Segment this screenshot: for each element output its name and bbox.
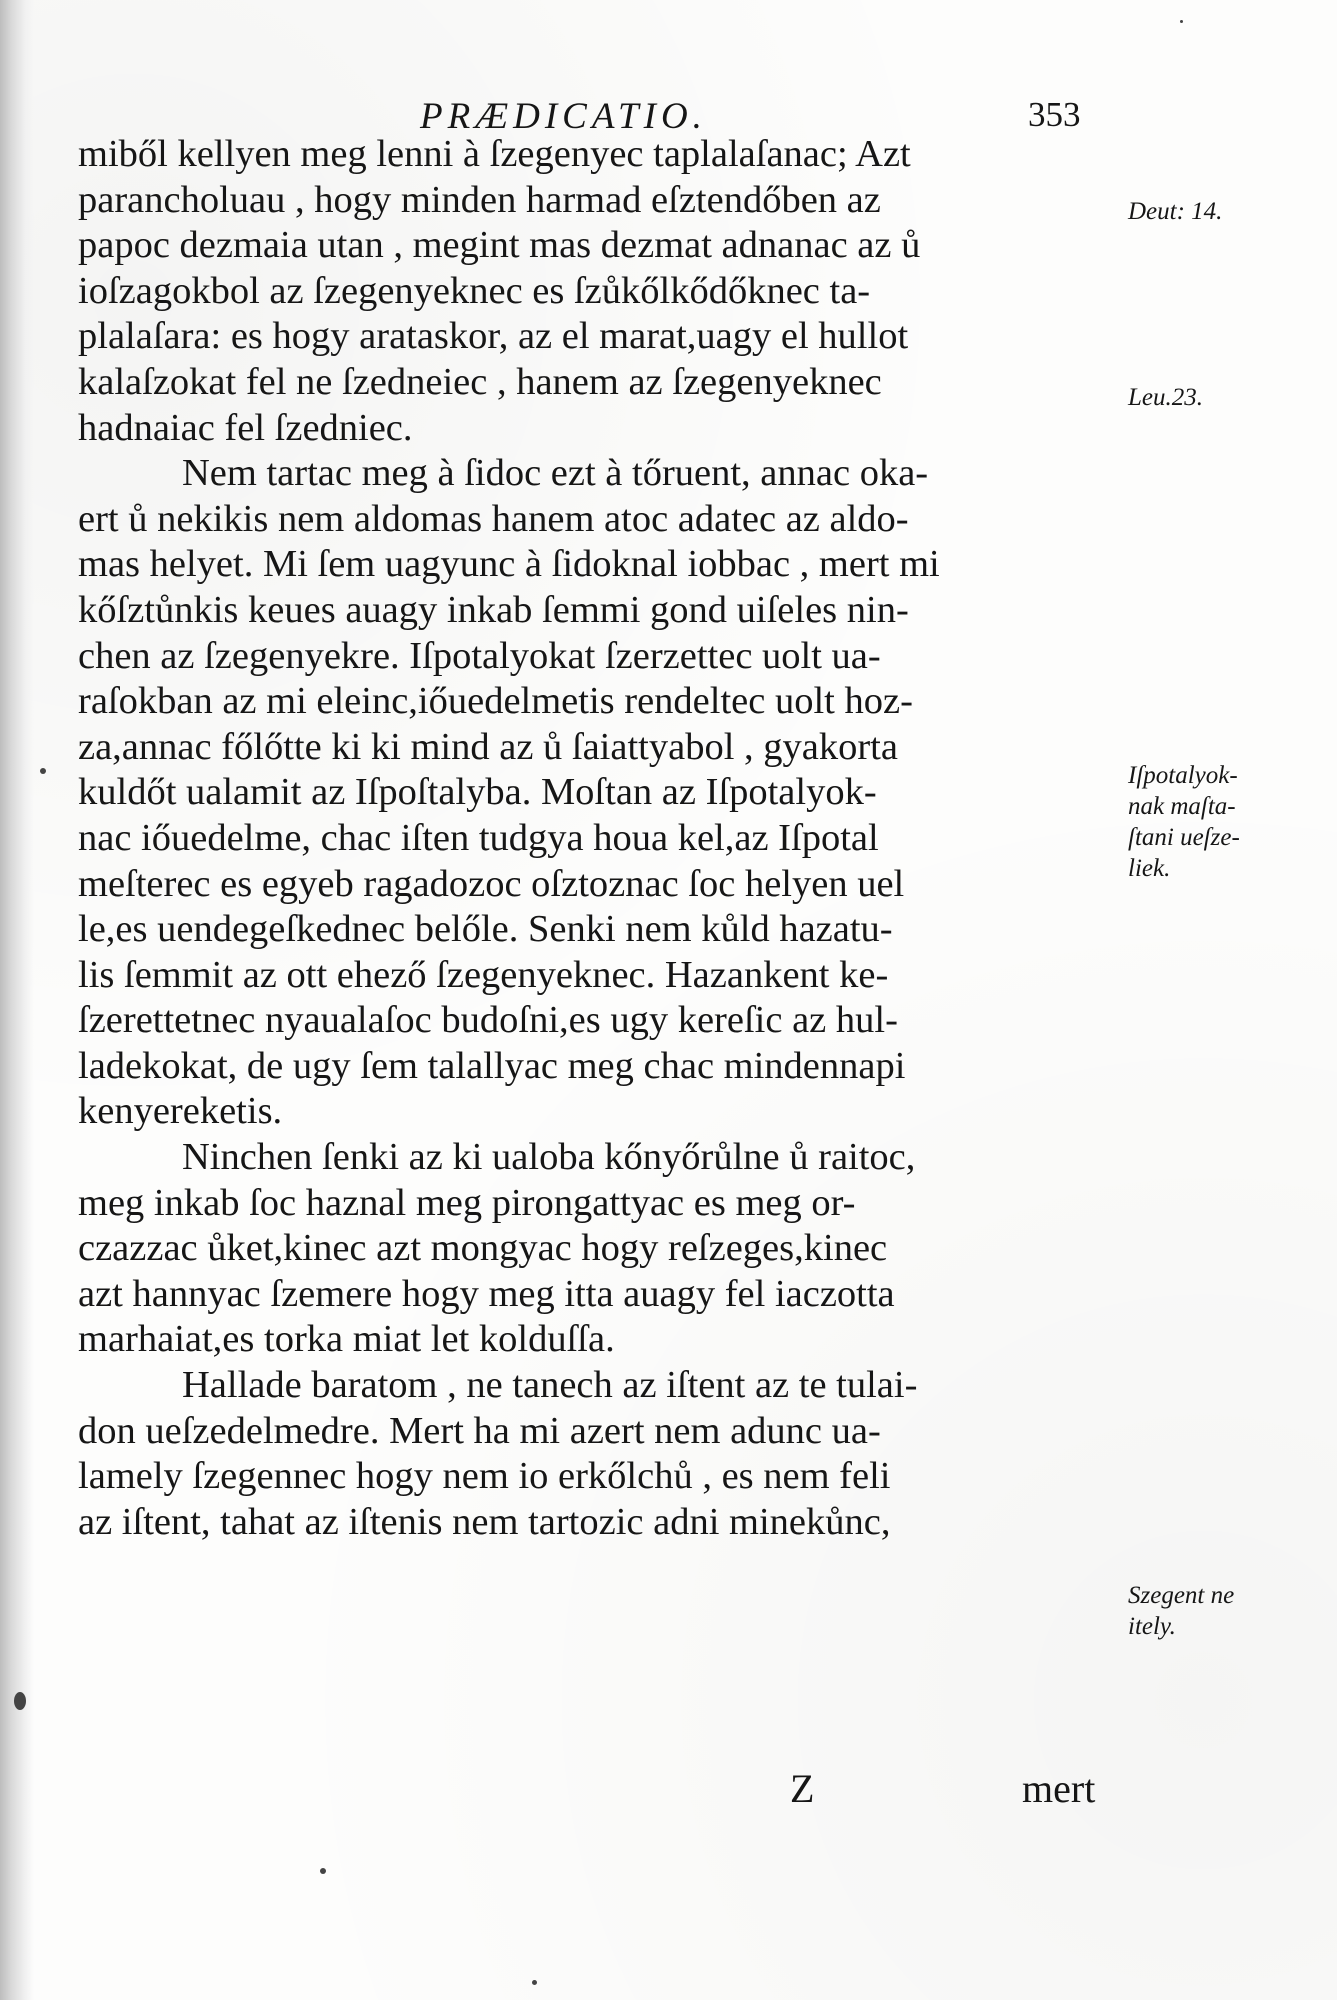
ink-speck bbox=[320, 1868, 326, 1874]
text-line: kőſztůnkis keues auagy inkab ſemmi gond uiſeles nin- bbox=[78, 588, 909, 631]
text-line: az iſtent, tahat az iſtenis nem tartozic adni minekůnc, bbox=[78, 1500, 891, 1543]
text-line: kuldőt ualamit az Iſpoſtalyba. Moſtan az Iſpotalyok- bbox=[78, 771, 877, 814]
text-line: meſterec es egyeb ragadozoc oſztoznac ſoc helyen uel bbox=[78, 862, 905, 905]
page-number: 353 bbox=[1028, 95, 1081, 134]
signature-mark: Z bbox=[790, 1766, 815, 1811]
marginal-note-text: itely. bbox=[1128, 1613, 1176, 1640]
marginal-note-szegent bbox=[1128, 1580, 1234, 1642]
text-line: raſokban az mi eleinc,iőuedelmetis rendeltec uolt hoz- bbox=[78, 680, 913, 723]
marginal-note-leu bbox=[1128, 382, 1203, 413]
text-line: chen az ſzegenyekre. Iſpotalyokat ſzerzettec uolt ua- bbox=[78, 634, 881, 677]
text-line: le,es uendegeſkednec belőle. Senki nem kůld hazatu- bbox=[78, 908, 893, 951]
text-line: parancholuau , hogy minden harmad eſztendőben az bbox=[78, 178, 881, 221]
marginal-note-text: Szegent ne bbox=[1128, 1582, 1235, 1609]
paragraph-start-line: Hallade baratom , ne tanech az iſtent az te tulai- bbox=[182, 1364, 918, 1407]
marginal-note-text: liek. bbox=[1128, 855, 1171, 882]
text-line: ladekokat, de ugy ſem talallyac meg chac mindennapi bbox=[78, 1044, 906, 1087]
text-line: za,annac főlőtte ki ki mind az ů ſaiattyabol , gyakorta bbox=[78, 725, 898, 768]
paragraph-start-line: Ninchen ſenki az ki ualoba kőnyőrůlne ů raitoc, bbox=[182, 1136, 916, 1179]
text-line: don ueſzedelmedre. Mert ha mi azert nem adunc ua- bbox=[78, 1409, 881, 1452]
running-title: PRÆDICATIO. bbox=[420, 96, 707, 137]
text-line: kalaſzokat fel ne ſzedneiec , hanem az ſzegenyeknec bbox=[78, 360, 882, 403]
catchword: mert bbox=[1022, 1766, 1096, 1811]
marginal-note-text: nak maſta- bbox=[1128, 793, 1236, 820]
page-footer bbox=[0, 1765, 1337, 1815]
text-line: marhaiat,es torka miat let kolduſſa. bbox=[78, 1318, 615, 1361]
text-line: plalaſara: es hogy arataskor, az el marat,uagy el hullot bbox=[78, 315, 909, 358]
marginal-note-text: Leu.23. bbox=[1128, 384, 1203, 411]
marginal-note-text: ſtani ueſze- bbox=[1128, 824, 1240, 851]
text-line: ert ů nekikis nem aldomas hanem atoc adatec az aldo- bbox=[78, 497, 909, 540]
text-line: kenyereketis. bbox=[78, 1090, 283, 1133]
ink-speck bbox=[40, 768, 46, 774]
text-line: lis ſemmit az ott ehező ſzegenyeknec. Hazankent ke- bbox=[78, 953, 889, 996]
text-line: hadnaiac fel ſzedniec. bbox=[78, 406, 413, 449]
marginal-note-deut bbox=[1128, 196, 1222, 227]
marginal-note-text: Iſpotalyok- bbox=[1128, 762, 1238, 789]
text-line: mas helyet. Mi ſem uagyunc à ſidoknal iobbac , mert mi bbox=[78, 543, 940, 586]
text-line: lamely ſzegennec hogy nem io erkőlchů , es nem feli bbox=[78, 1455, 891, 1498]
text-line: papoc dezmaia utan , megint mas dezmat adnanac az ů bbox=[78, 224, 921, 267]
text-line: meg inkab ſoc haznal meg pirongattyac es meg or- bbox=[78, 1181, 856, 1224]
ink-speck bbox=[1180, 20, 1183, 23]
text-line: ioſzagokbol az ſzegenyeknec es ſzůkőlkődőknec ta- bbox=[78, 269, 871, 312]
text-line: czazzac ůket,kinec azt mongyac hogy reſzeges,kinec bbox=[78, 1227, 888, 1270]
text-line: nac iőuedelme, chac iſten tudgya houa kel,az Iſpotal bbox=[78, 816, 879, 859]
ink-speck bbox=[14, 1692, 26, 1710]
text-line: azt hannyac ſzemere hogy meg itta auagy fel iaczotta bbox=[78, 1272, 895, 1315]
paragraph-start-line: Nem tartac meg à ſidoc ezt à tőruent, annac oka- bbox=[182, 452, 929, 495]
marginal-note-ispotaly bbox=[1128, 760, 1240, 884]
ink-speck bbox=[532, 1980, 537, 1985]
marginal-note-text: Deut: 14. bbox=[1128, 198, 1223, 225]
body-text bbox=[78, 132, 1118, 1545]
text-line: miből kellyen meg lenni à ſzegenyec taplalaſanac; Azt bbox=[78, 133, 911, 175]
text-line: ſzerettetnec nyaualaſoc budoſni,es ugy kereſic az hul- bbox=[78, 999, 898, 1042]
